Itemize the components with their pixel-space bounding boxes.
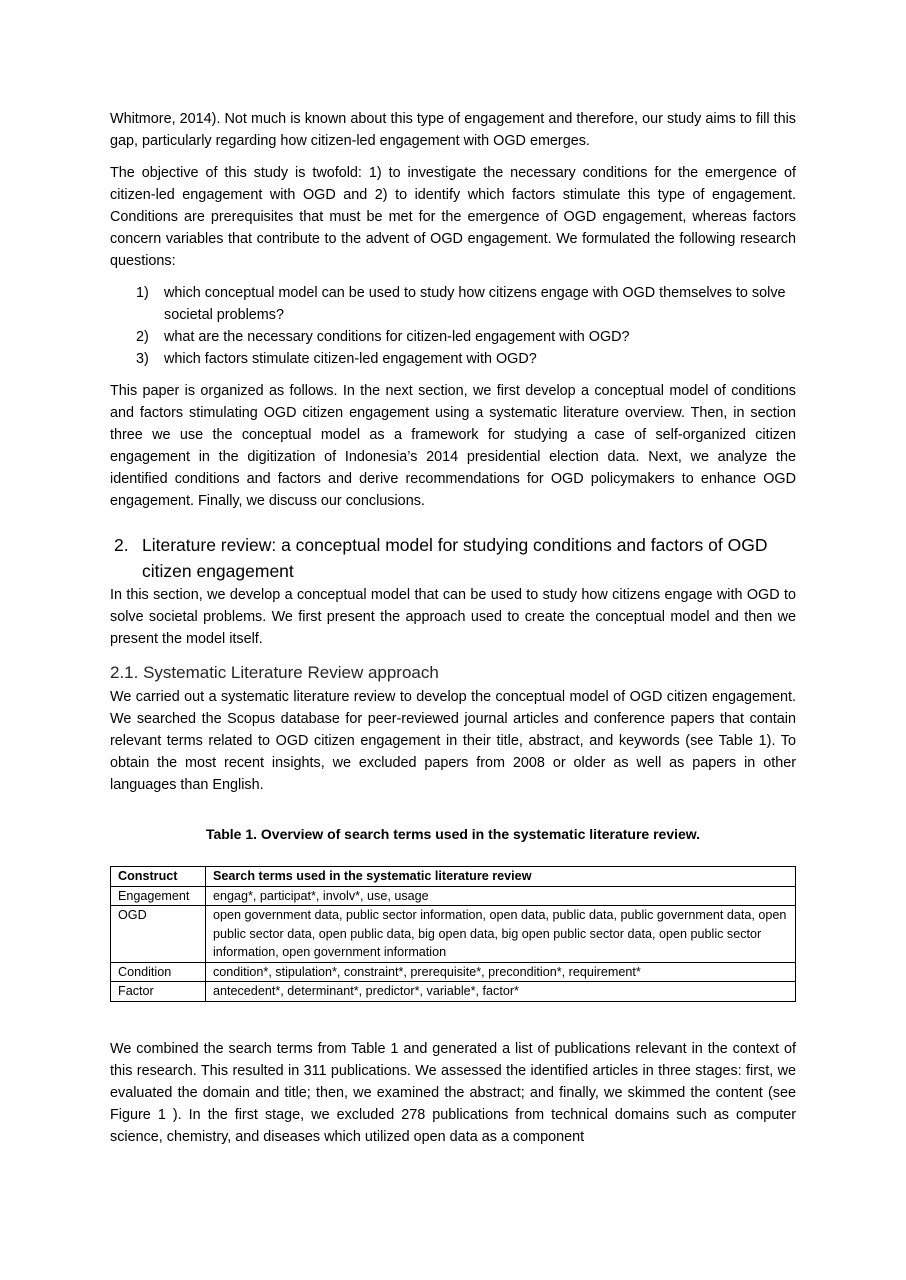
section-2-heading: [110, 532, 796, 584]
section-2-paragraph: In this section, we develop a conceptual model that can be used to study how citizens engage with OGD to solve societal problems. We first present the approach used to create the conceptual model and then we present the model itself.: [110, 587, 796, 647]
list-item-number: 1): [136, 285, 149, 301]
paper-page: [110, 108, 796, 1148]
closing-paragraph: We combined the search terms from Table 1 and generated a list of publications relevant in the context of this research. This resulted in 311 publications. We assessed the identified articles in three stages: first, we evaluated the domain and title; then, we examined the abstract; and finally, we skimmed the content (see Figure 1 ). In the first stage, we excluded 278 publications from technical domains such as computer science, chemistry, and diseases which utilized open data as a component: [110, 1040, 796, 1145]
table-cell-terms: engag*, participat*, involv*, use, usage: [206, 886, 796, 906]
section-2-1-heading: 2.1. Systematic Literature Review approach: [110, 663, 439, 682]
intro-paragraph-3: This paper is organized as follows. In the next section, we first develop a conceptual model of conditions and factors stimulating OGD citizen engagement using a systematic literature overview. Then, in section three we use the conceptual model as a framework for studying a case of self-organized citizen engagement in the digitization of Indonesia’s 2014 presidential election data. Next, we analyze the identified conditions and factors and derive recommendations for OGD policymakers to enhance OGD engagement. Finally, we discuss our conclusions.: [110, 383, 796, 509]
table-header-search-terms: Search terms used in the systematic literature review: [206, 867, 796, 887]
list-item: [110, 348, 796, 370]
table-1-caption: Table 1. Overview of search terms used in the systematic literature review.: [205, 826, 701, 842]
search-terms-table: [110, 866, 796, 1002]
table-header-construct: Construct: [111, 867, 206, 887]
table-row: [111, 962, 796, 982]
list-item-text: which factors stimulate citizen-led engagement with OGD?: [164, 351, 537, 367]
section-2-1-paragraph: We carried out a systematic literature review to develop the conceptual model of OGD citizen engagement. We searched the Scopus database for peer-reviewed journal articles and conference papers that contain relevant terms related to OGD citizen engagement in their title, abstract, and keywords (see Table 1). To obtain the most recent insights, we excluded papers from 2008 or older as well as papers in other languages than English.: [110, 689, 796, 793]
list-item: [110, 282, 796, 326]
table-cell-construct: Engagement: [111, 886, 206, 906]
table-row: [111, 886, 796, 906]
table-row: [111, 906, 796, 963]
table-cell-terms: condition*, stipulation*, constraint*, prerequisite*, precondition*, requirement*: [206, 962, 796, 982]
list-item-number: 2): [136, 329, 149, 345]
table-cell-terms: antecedent*, determinant*, predictor*, variable*, factor*: [206, 982, 796, 1002]
table-row: [111, 982, 796, 1002]
list-item-text: what are the necessary conditions for citizen-led engagement with OGD?: [164, 329, 630, 345]
table-header-row: [111, 867, 796, 887]
table-cell-construct: OGD: [111, 906, 206, 963]
list-item: [110, 326, 796, 348]
section-title: Literature review: a conceptual model for studying conditions and factors of OGD citizen engagement: [142, 535, 768, 581]
list-item-text: which conceptual model can be used to study how citizens engage with OGD themselves to solve societal problems?: [164, 285, 786, 323]
list-item-number: 3): [136, 351, 149, 367]
table-cell-construct: Factor: [111, 982, 206, 1002]
table-cell-terms: open government data, public sector information, open data, public data, public government data, open public sector data, open public data, big open data, big open public sector data, open public sector information, open government information: [206, 906, 796, 963]
intro-paragraph-2: The objective of this study is twofold: 1) to investigate the necessary conditions for the emergence of citizen-led engagement with OGD and 2) to identify which factors stimulate this type of engagement. Conditions are prerequisites that must be met for the emergence of OGD engagement, whereas factors concern variables that contribute to the advent of OGD engagement. We formulated the following research questions:: [110, 165, 796, 269]
intro-paragraph-1: Whitmore, 2014). Not much is known about this type of engagement and therefore, our study aims to fill this gap, particularly regarding how citizen-led engagement with OGD emerges.: [110, 111, 796, 149]
table-cell-construct: Condition: [111, 962, 206, 982]
research-questions-list: [110, 282, 796, 370]
section-number: 2.: [114, 535, 129, 555]
